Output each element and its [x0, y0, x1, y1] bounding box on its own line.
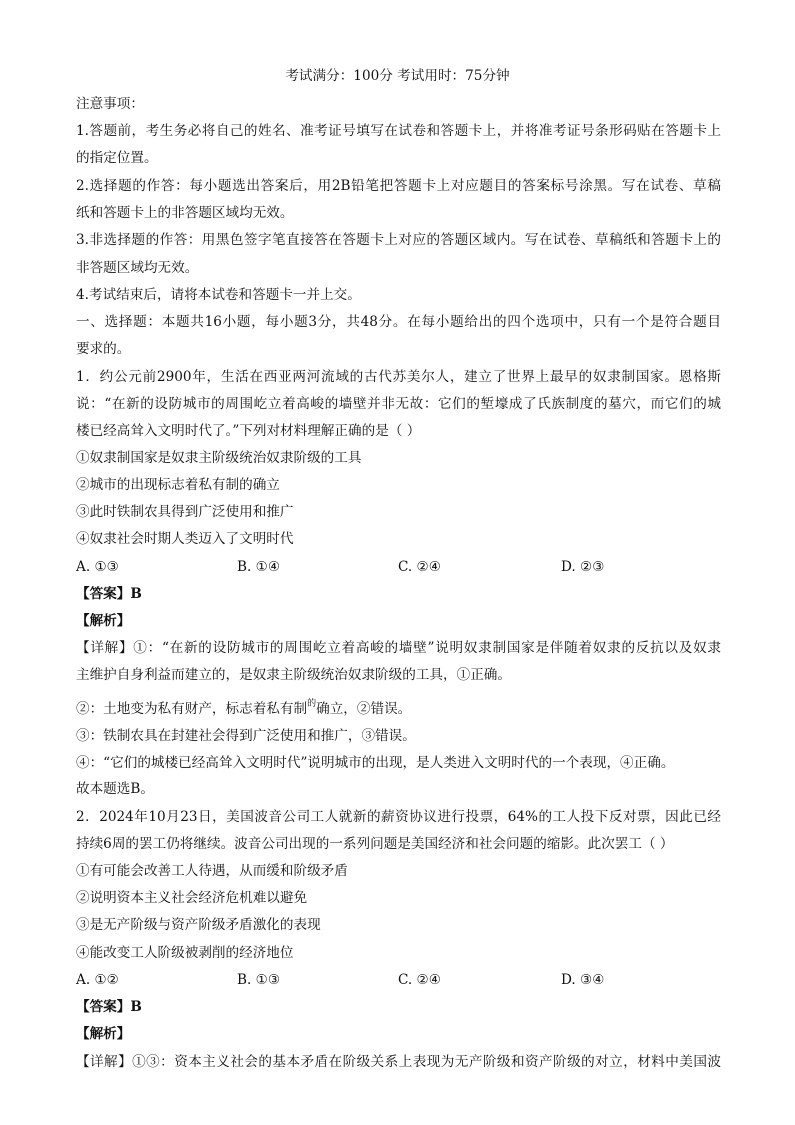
- q1-analysis-label: 【解析】: [76, 613, 131, 629]
- notice-line: 1.答题前，考生务必将自己的姓名、准考证号填写在试卷和答题卡上，并将准考证号条形码贴在答题卡上: [76, 123, 721, 139]
- q1-detail-line: 主维护自身利益而建立的，是奴隶主阶级统治奴隶阶级的工具，①正确。: [76, 667, 511, 683]
- q1-detail2-sup: 的: [307, 699, 317, 709]
- q1-item: ①奴隶制国家是奴隶主阶级统治奴隶阶级的工具: [76, 450, 362, 466]
- notice-title: 注意事项：: [76, 96, 144, 112]
- q2-item: ②说明资本主义社会经济危机难以避免: [76, 890, 308, 906]
- exam-header: 考试满分：100分 考试用时：75分钟: [285, 68, 510, 84]
- q1-answer: 【答案】B: [76, 586, 142, 602]
- q1-item: ③此时铁制农具得到广泛使用和推广: [76, 504, 294, 520]
- q2-stem-line: 2．2024年10月23日，美国波音公司工人就新的薪资协议进行投票，64%的工人投下反对票，因此已经: [76, 809, 721, 825]
- q1-item: ④奴隶社会时期人类迈入了文明时代: [76, 531, 294, 547]
- q1-stem-line: 说：“在新的设防城市的周围屹立着高峻的墙壁并非无故：它们的堑壕成了氏族制度的墓穴，而它们的城: [76, 396, 721, 412]
- q2-option-c[interactable]: C. ②④: [398, 972, 441, 988]
- notice-line: 的指定位置。: [76, 150, 158, 166]
- q1-option-a[interactable]: A. ①③: [76, 559, 119, 575]
- q2-item: ④能改变工人阶级被剥削的经济地位: [76, 945, 294, 961]
- q2-detail-line: 【详解】①③：资本主义社会的基本矛盾在阶级关系上表现为无产阶级和资产阶级的对立，材料中美国波: [76, 1054, 721, 1070]
- notice-line: 3.非选择题的作答：用黑色签字笔直接答在答题卡上对应的答题区域内。写在试卷、草稿纸和答题卡上的: [76, 232, 721, 248]
- q1-detail-line: [76, 699, 721, 721]
- q2-item: ③是无产阶级与资产阶级矛盾激化的表现: [76, 917, 321, 933]
- q1-item: ②城市的出现标志着私有制的确立: [76, 477, 280, 493]
- q1-option-d[interactable]: D. ②③: [561, 559, 605, 575]
- q2-option-d[interactable]: D. ③④: [561, 972, 605, 988]
- notice-line: 4.考试结束后，请将本试卷和答题卡一并上交。: [76, 287, 361, 303]
- q1-detail2-pre: ②：土地变为私有财产，标志着私有制: [76, 701, 308, 717]
- section-heading: 一、选择题：本题共16小题，每小题3分，共48分。在每小题给出的四个选项中，只有一个是符合题目: [76, 314, 721, 330]
- q2-option-a[interactable]: A. ①②: [76, 972, 119, 988]
- q1-stem-line: 1．约公元前2900年，生活在西亚两河流域的古代苏美尔人，建立了世界上最早的奴隶制国家。恩格斯: [76, 369, 721, 385]
- q1-stem-line: 楼已经高耸入文明时代了。”下列对材料理解正确的是（ ）: [76, 423, 421, 439]
- q1-detail2-post: 确立，②错误。: [316, 701, 412, 717]
- notice-line: 纸和答题卡上的非答题区域均无效。: [76, 205, 294, 221]
- q2-analysis-label: 【解析】: [76, 1026, 131, 1042]
- notice-line: 非答题区域均无效。: [76, 260, 199, 276]
- q2-answer: 【答案】B: [76, 999, 142, 1015]
- q2-item: ①有可能会改善工人待遇，从而缓和阶级矛盾: [76, 863, 348, 879]
- q1-detail-line: ④：“它们的城楼已经高耸入文明时代”说明城市的出现，是人类进入文明时代的一个表现，④正确。: [76, 755, 675, 771]
- notice-line: 2.选择题的作答：每小题选出答案后，用2B铅笔把答题卡上对应题目的答案标号涂黑。写在试卷、草稿: [76, 178, 721, 194]
- q2-stem-line: 持续6周的罢工仍将继续。波音公司出现的一系列问题是美国经济和社会问题的缩影。此次罢工（ ）: [76, 836, 674, 852]
- q1-detail-line: ③：铁制农具在封建社会得到广泛使用和推广，③错误。: [76, 728, 416, 744]
- q2-option-b[interactable]: B. ①③: [237, 972, 281, 988]
- q1-conclusion: 故本题选B。: [76, 781, 154, 797]
- q1-option-b[interactable]: B. ①④: [237, 559, 281, 575]
- q1-detail-line: 【详解】①：“在新的设防城市的周围屹立着高峻的墙壁”说明奴隶制国家是伴随着奴隶的反抗以及奴隶: [76, 640, 721, 656]
- q1-option-c[interactable]: C. ②④: [398, 559, 441, 575]
- section-heading: 要求的。: [76, 341, 131, 357]
